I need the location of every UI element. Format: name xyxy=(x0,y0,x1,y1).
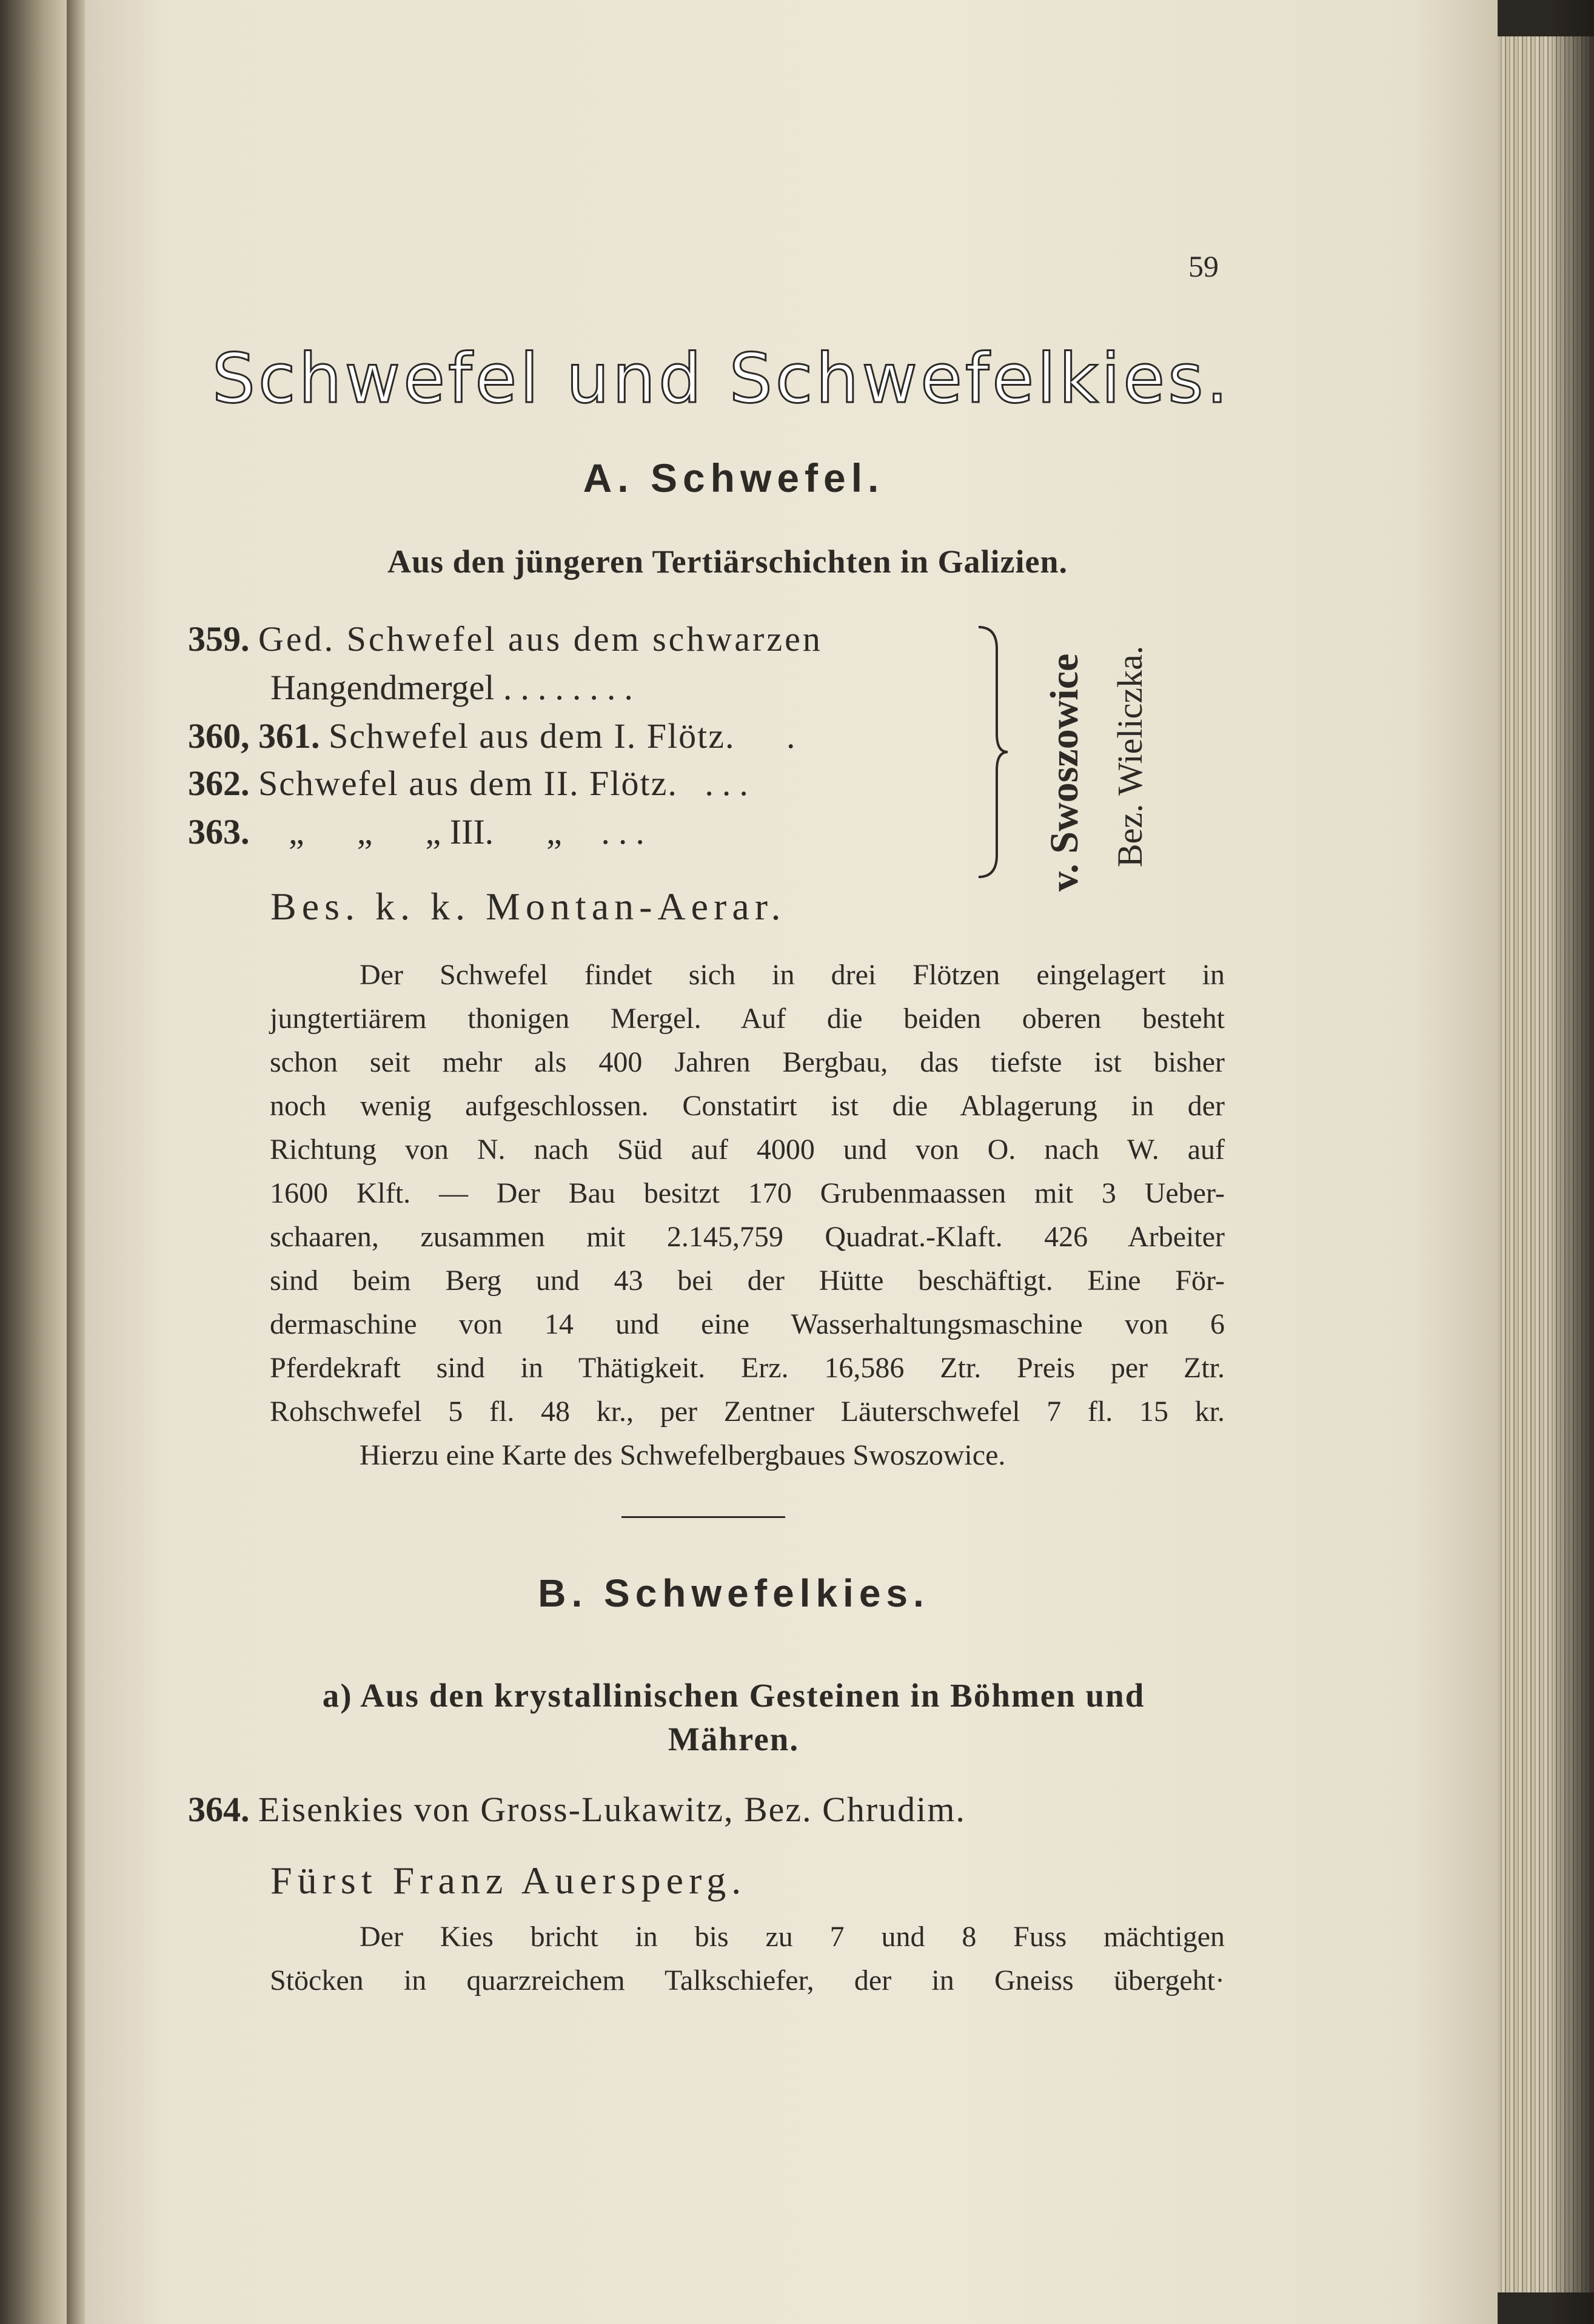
paragraph-line: noch wenig aufgeschlossen. Constatirt ist die Ablagerung in der xyxy=(270,1090,1225,1122)
entry-text: Hangendmergel xyxy=(270,668,495,707)
entry-360-361 xyxy=(188,716,804,756)
paragraph-line: jungtertiärem thonigen Mergel. Auf die beiden oberen besteht xyxy=(270,1002,1225,1035)
paragraph-line: Stöcken in quarzreichem Talkschiefer, der in Gneiss übergeht· xyxy=(270,1964,1225,1997)
section-b-heading: B. Schwefelkies. xyxy=(538,1571,929,1615)
paragraph-line: Hierzu eine Karte des Schwefelbergbaues Swoszowice. xyxy=(360,1439,1006,1471)
paragraph-line: Richtung von N. nach Süd auf 4000 und von O. nach W. auf xyxy=(270,1133,1225,1166)
leader-dots: ........ xyxy=(503,668,641,707)
section-b-owner: Fürst Franz Auersperg. xyxy=(270,1859,747,1902)
paragraph-line: schon seit mehr als 400 Jahren Bergbau, das tiefste ist bisher xyxy=(270,1046,1225,1078)
entry-text: Eisenkies von Gross-Lukawitz, Bez. Chrudim. xyxy=(258,1790,966,1829)
paragraph-line: Rohschwefel 5 fl. 48 kr., per Zentner Läuterschwefel 7 fl. 15 kr. xyxy=(270,1395,1225,1428)
section-divider xyxy=(621,1516,785,1518)
entry-text: Schwefel aus dem II. Flötz. xyxy=(258,764,678,803)
locality-label: v. Swoszowice xyxy=(1042,653,1087,892)
entry-number: 363. xyxy=(188,812,250,851)
page-title: Schwefel und Schwefelkies. xyxy=(212,340,1231,418)
leader-dots: ... xyxy=(705,764,757,803)
paragraph-line: Pferdekraft sind in Thätigkeit. Erz. 16,586 Ztr. Preis per Ztr. xyxy=(270,1352,1225,1384)
entry-359 xyxy=(188,619,823,659)
entry-number: 360, 361. xyxy=(188,716,320,756)
leader-dots: ... xyxy=(601,812,653,851)
entry-text: Schwefel aus dem I. Flötz. xyxy=(329,716,735,756)
entry-text: „ „ „ III. „ xyxy=(289,812,562,851)
entry-number: 362. xyxy=(188,764,250,803)
leader-dots: . xyxy=(786,716,804,756)
district-label: Bez. Wieliczka. xyxy=(1110,645,1150,867)
subheading-line: a) Aus den krystallinischen Gesteinen in Böhmen und xyxy=(322,1677,1145,1714)
grouping-brace xyxy=(976,625,1013,879)
paragraph-line: sind beim Berg und 43 bei der Hütte beschäftigt. Eine För- xyxy=(270,1264,1225,1297)
section-a-heading: A. Schwefel. xyxy=(583,455,885,500)
entry-359-continued xyxy=(270,667,641,708)
paragraph-line: dermaschine von 14 und eine Wasserhaltungsmaschine von 6 xyxy=(270,1308,1225,1340)
paragraph-line: Der Schwefel findet sich in drei Flötzen eingelagert in xyxy=(360,959,1225,991)
subheading-line: Mähren. xyxy=(668,1721,800,1758)
entry-362 xyxy=(188,763,757,804)
section-a-subheading: Aus den jüngeren Tertiärschichten in Galizien. xyxy=(387,543,1068,580)
entry-363 xyxy=(188,811,653,852)
entry-number: 364. xyxy=(188,1790,250,1829)
section-a-owner: Bes. k. k. Montan-Aerar. xyxy=(270,885,786,928)
entry-text: Ged. Schwefel aus dem schwarzen xyxy=(258,619,823,659)
section-b-subheading xyxy=(218,1674,1249,1761)
paragraph-line: schaaren, zusammen mit 2.145,759 Quadrat.-Klaft. 426 Arbeiter xyxy=(270,1221,1225,1253)
paragraph-line: 1600 Klft. — Der Bau besitzt 170 Grubenmaassen mit 3 Ueber- xyxy=(270,1177,1225,1209)
paragraph-line: Der Kies bricht in bis zu 7 und 8 Fuss mächtigen xyxy=(360,1921,1225,1953)
entry-364 xyxy=(188,1789,966,1830)
page-number: 59 xyxy=(1188,249,1219,283)
entry-number: 359. xyxy=(188,619,250,659)
